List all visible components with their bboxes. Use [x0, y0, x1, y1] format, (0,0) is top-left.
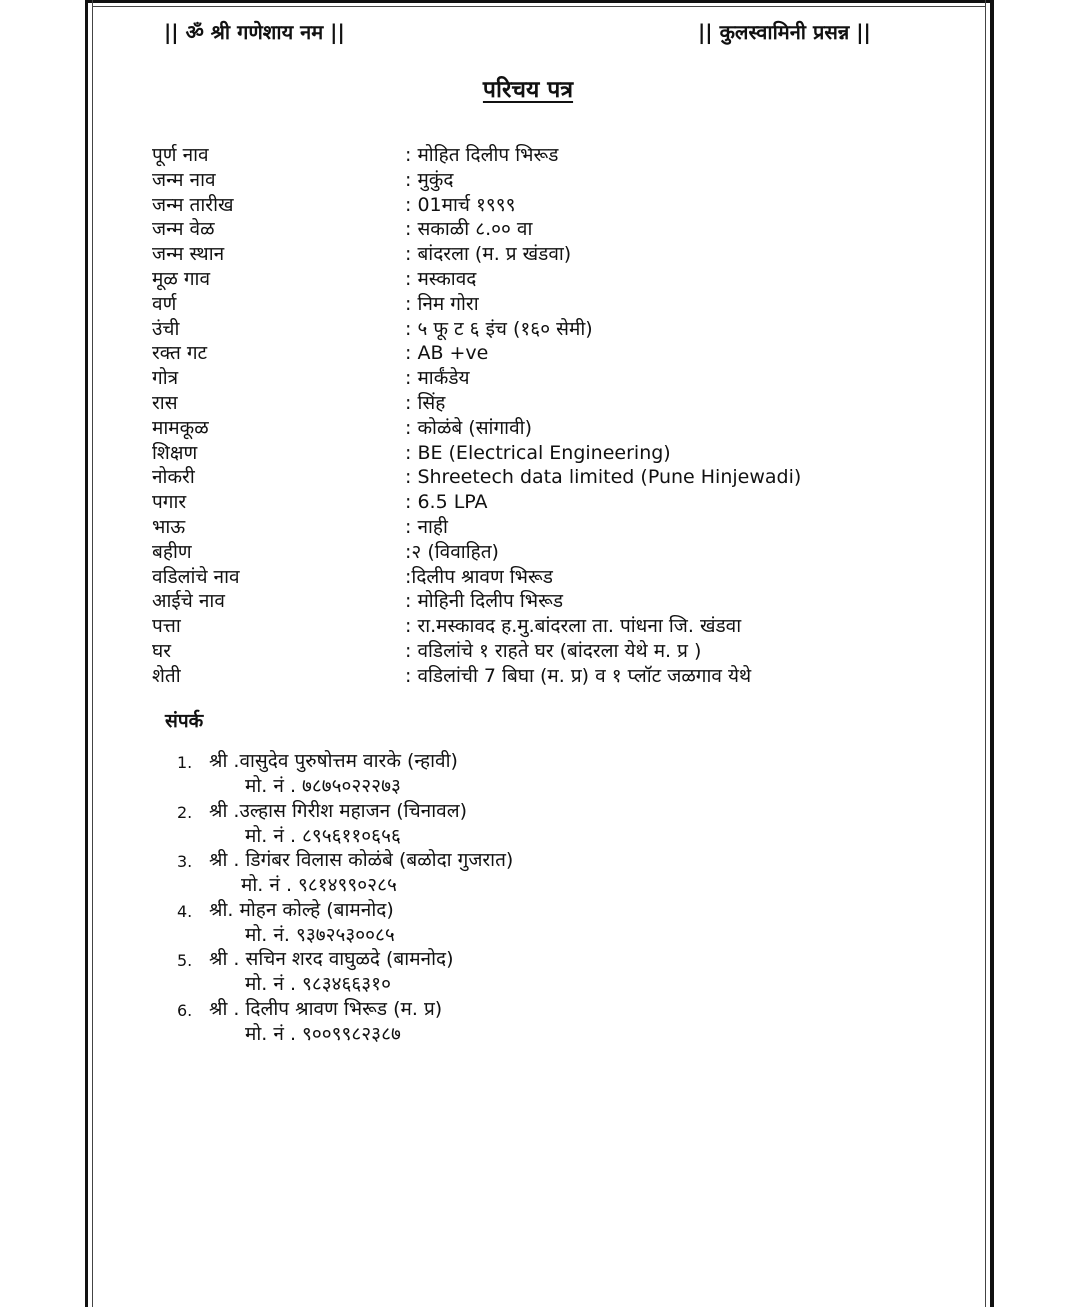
detail-value: : निम गोरा: [405, 292, 479, 315]
detail-row: [152, 217, 972, 242]
detail-row: [152, 193, 972, 218]
page-title: परिचय पत्र: [482, 77, 574, 103]
detail-label: बहीण: [152, 540, 192, 563]
detail-label: नोकरी: [152, 466, 195, 489]
detail-value: : नाही: [405, 515, 448, 538]
detail-label: वर्ण: [152, 292, 177, 315]
contact-item: [175, 996, 875, 1046]
detail-value: : Shreetech data limited (Pune Hinjewadi): [405, 466, 802, 489]
contact-phone: मो. नं . ९००९९८२३८७: [245, 1022, 401, 1045]
detail-label: मामकूळ: [152, 416, 209, 439]
detail-row: [152, 441, 972, 466]
detail-label: गोत्र: [152, 367, 179, 390]
contact-number: 1.: [177, 753, 193, 772]
detail-row: [152, 490, 972, 515]
detail-label: घर: [152, 639, 172, 662]
contact-phone: मो. नं . ९८१४९९०२८५: [241, 874, 397, 897]
contact-name: श्री. मोहन कोल्हे (बामनोद): [209, 898, 394, 921]
contact-number: 6.: [177, 1000, 193, 1020]
contact-name: श्री .उल्हास गिरीश महाजन (चिनावल): [209, 799, 467, 822]
detail-label: जन्म स्थान: [152, 243, 225, 266]
detail-value: : कोळंबे (सांगावी): [405, 416, 532, 439]
detail-row: [152, 267, 972, 292]
detail-row: [152, 589, 972, 614]
detail-value: : 6.5 LPA: [405, 491, 488, 514]
detail-row: [152, 391, 972, 416]
detail-label: जन्म नाव: [152, 168, 216, 191]
detail-value: :दिलीप श्रावण भिरूड: [405, 565, 553, 588]
contact-phone: मो. नं . ९८३४६६३१०: [245, 973, 391, 996]
contact-number: 3.: [177, 852, 193, 872]
details-list: [152, 143, 972, 689]
contact-phone: मो. नं. ९३७२५३००८५: [245, 923, 395, 946]
detail-row: [152, 614, 972, 639]
detail-row: [152, 317, 972, 342]
detail-value: : मुकुंद: [405, 168, 454, 191]
detail-row: [152, 565, 972, 590]
contact-item: [175, 798, 875, 848]
detail-value: : मस्कावद: [405, 267, 477, 290]
detail-value: : रा.मस्कावद ह.मु.बांदरला ता. पांधना जि. खंडवा: [405, 615, 742, 638]
detail-label: मूळ गाव: [152, 267, 211, 290]
detail-value: : वडिलांची 7 बिघा (म. प्र) व १ प्लॉट जळगाव येथे: [405, 664, 752, 687]
contact-number: 4.: [177, 901, 193, 921]
contact-phone: मो. नं . ७८७५०२२२७३: [245, 775, 401, 797]
detail-label: शेती: [152, 664, 181, 687]
detail-value: : मोहिनी दिलीप भिरूड: [405, 590, 564, 613]
contact-number: 2.: [177, 802, 193, 822]
detail-row: [152, 664, 972, 689]
detail-label: रक्त गट: [152, 342, 208, 365]
detail-row: [152, 465, 972, 490]
detail-label: भाऊ: [152, 515, 186, 538]
detail-label: उंची: [152, 317, 180, 340]
contact-name: श्री . सचिन शरद वाघुळदे (बामनोद): [209, 948, 454, 971]
contact-item: [175, 847, 875, 897]
detail-value: : 01मार्च १९९९: [405, 193, 516, 216]
page-border-left: [85, 0, 88, 1307]
detail-row: [152, 540, 972, 565]
detail-row: [152, 515, 972, 540]
contact-name: श्री .वासुदेव पुरुषोत्तम वारके (न्हावी): [209, 750, 458, 772]
detail-row: [152, 168, 972, 193]
page-border-left-inner: [92, 0, 93, 1307]
detail-row: [152, 341, 972, 366]
detail-row: [152, 143, 972, 168]
page-border-top: [85, 0, 994, 3]
detail-value: : बांदरला (म. प्र खंडवा): [405, 243, 572, 266]
contact-name: श्री . दिलीप श्रावण भिरूड (म. प्र): [209, 997, 443, 1020]
detail-label: रास: [152, 391, 178, 414]
detail-value: : सिंह: [405, 391, 446, 414]
detail-label: पूर्ण नाव: [152, 144, 209, 166]
page-border-top-inner: [92, 6, 986, 7]
page-border-right-inner: [985, 0, 986, 1307]
contact-item: [175, 748, 875, 798]
detail-label: शिक्षण: [152, 441, 198, 464]
header-invocation-left: || ॐ श्री गणेशाय नम ||: [164, 20, 345, 44]
contact-heading: संपर्क: [165, 710, 204, 732]
contact-item: [175, 897, 875, 947]
detail-value: : वडिलांचे १ राहते घर (बांदरला येथे म. प्र ): [405, 639, 702, 662]
detail-row: [152, 639, 972, 664]
page-border-right: [990, 0, 994, 1307]
detail-row: [152, 416, 972, 441]
detail-row: [152, 292, 972, 317]
detail-row: [152, 242, 972, 267]
detail-value: :२ (विवाहित): [405, 540, 499, 563]
detail-label: आईचे नाव: [152, 590, 225, 613]
contact-phone: मो. नं . ८९५६११०६५६: [245, 824, 401, 847]
detail-value: : मार्कंडेय: [405, 367, 470, 390]
contact-name: श्री . डिगंबर विलास कोळंबे (बळोदा गुजरात): [209, 849, 514, 872]
detail-label: जन्म तारीख: [152, 193, 234, 216]
header-invocation-right: || कुलस्वामिनी प्रसन्न ||: [698, 20, 871, 44]
detail-label: वडिलांचे नाव: [152, 565, 240, 588]
detail-value: : मोहित दिलीप भिरूड: [405, 144, 559, 166]
contact-list: [175, 748, 875, 1046]
contact-number: 5.: [177, 951, 193, 971]
detail-row: [152, 366, 972, 391]
detail-value: : BE (Electrical Engineering): [405, 441, 671, 464]
contact-item: [175, 946, 875, 996]
detail-label: जन्म वेळ: [152, 218, 215, 241]
detail-label: पत्ता: [152, 615, 181, 638]
detail-label: पगार: [152, 491, 187, 514]
detail-value: : ५ फू ट ६ इंच (१६० सेमी): [405, 317, 593, 340]
detail-value: : AB +ve: [405, 342, 489, 365]
detail-value: : सकाळी ८.०० वा: [405, 218, 533, 241]
